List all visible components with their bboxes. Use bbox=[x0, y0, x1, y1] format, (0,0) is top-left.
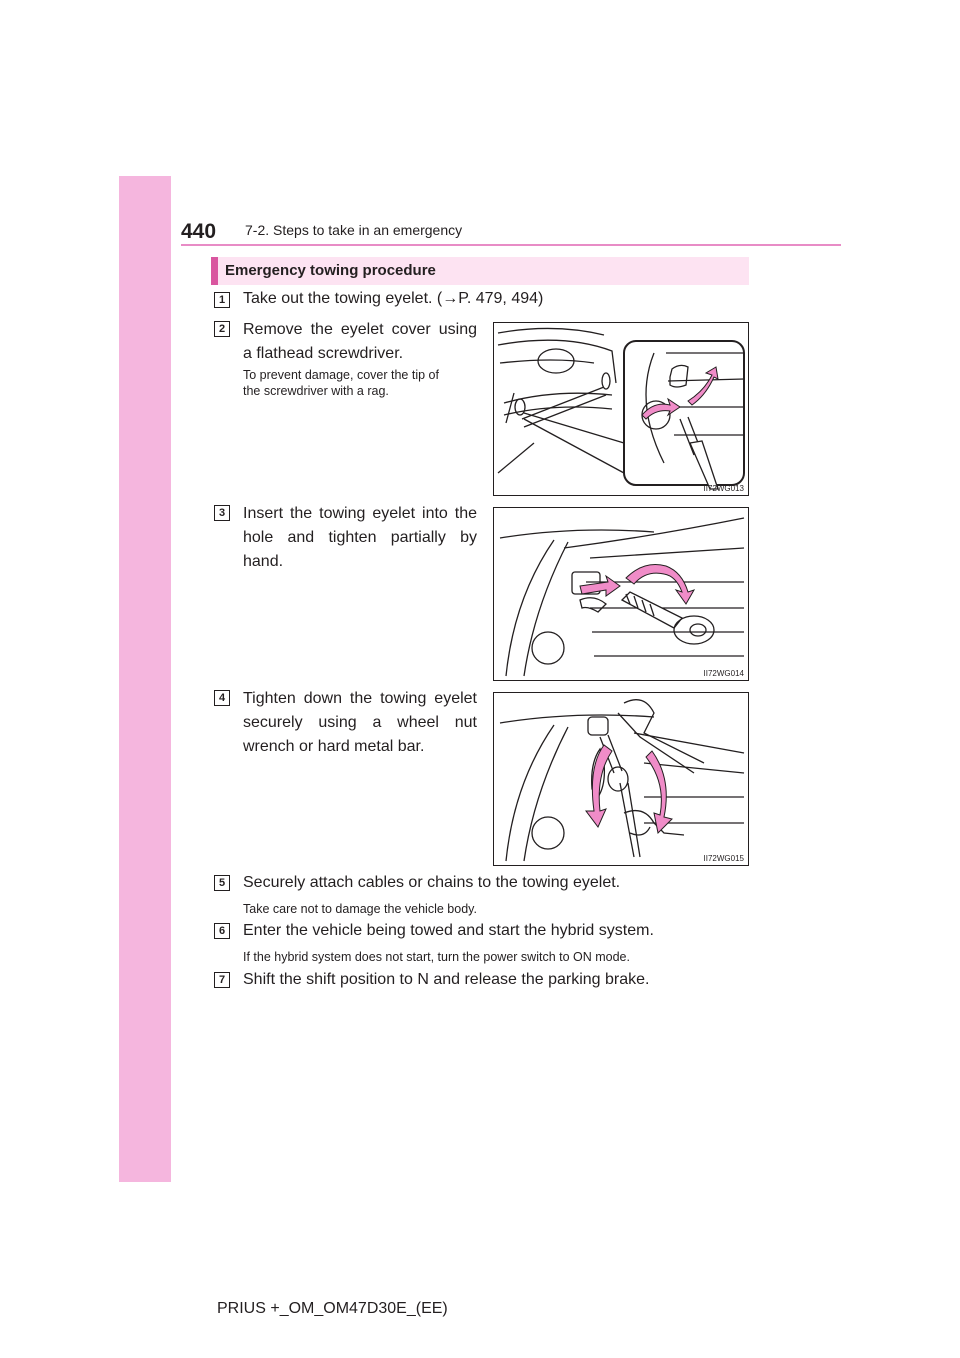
step-number-2: 2 bbox=[214, 321, 230, 337]
figure-remove-eyelet-cover bbox=[493, 322, 749, 496]
step-3-text bbox=[243, 502, 477, 574]
insert-eyelet-illustration bbox=[494, 508, 748, 680]
step-4-line: Tighten down the towing eyelet bbox=[243, 690, 477, 707]
footer-document-code: PRIUS +_OM_OM47D30E_(EE) bbox=[217, 1300, 448, 1317]
step-4-line: wrench or hard metal bar. bbox=[243, 738, 425, 755]
step-number-7: 7 bbox=[214, 972, 230, 988]
figure-code: II72WG013 bbox=[703, 484, 744, 493]
step-number-1: 1 bbox=[214, 292, 230, 308]
step-3-line: Insert the towing eyelet into the bbox=[243, 505, 477, 522]
step-2-line: a flathead screwdriver. bbox=[243, 345, 404, 362]
figure-insert-towing-eyelet bbox=[493, 507, 749, 681]
step-5-text: Securely attach cables or chains to the towing eyelet. bbox=[243, 874, 621, 891]
tighten-eyelet-illustration bbox=[494, 693, 748, 865]
figure-code: II72WG015 bbox=[703, 854, 744, 863]
step-4-text bbox=[243, 687, 477, 759]
step-2-note bbox=[243, 367, 477, 399]
section-title: 7-2. Steps to take in an emergency bbox=[245, 222, 463, 238]
step-5-note: Take care not to damage the vehicle body. bbox=[243, 902, 477, 916]
step-number-6: 6 bbox=[214, 923, 230, 939]
figure-code: II72WG014 bbox=[703, 669, 744, 678]
step-number-4: 4 bbox=[214, 690, 230, 706]
step-3-line: hole and tighten partially by bbox=[243, 529, 477, 546]
page-number: 440 bbox=[181, 220, 217, 243]
step-7-text: Shift the shift position to N and release the parking brake. bbox=[243, 971, 650, 988]
step-2-note-line: the screwdriver with a rag. bbox=[243, 384, 389, 398]
heading-accent-bar bbox=[211, 257, 218, 285]
step-2-note-line: To prevent damage, cover the tip of bbox=[243, 368, 439, 382]
step-6-note: If the hybrid system does not start, turn the power switch to ON mode. bbox=[243, 950, 630, 964]
step-4-line: securely using a wheel nut bbox=[243, 714, 477, 731]
side-tab-strip bbox=[119, 176, 171, 1182]
eyelet-cover-illustration bbox=[494, 323, 748, 495]
step-number-5: 5 bbox=[214, 875, 230, 891]
step-2-line: Remove the eyelet cover using bbox=[243, 321, 477, 338]
procedure-heading-text: Emergency towing procedure bbox=[225, 262, 436, 279]
step-6-text: Enter the vehicle being towed and start the hybrid system. bbox=[243, 922, 654, 939]
step-number-3: 3 bbox=[214, 505, 230, 521]
step-3-line: hand. bbox=[243, 553, 284, 570]
procedure-heading bbox=[211, 257, 749, 285]
step-2-text bbox=[243, 318, 477, 366]
step-1-text: Take out the towing eyelet. (→P. 479, 494) bbox=[243, 290, 544, 307]
header-divider bbox=[181, 244, 841, 246]
figure-tighten-eyelet bbox=[493, 692, 749, 866]
